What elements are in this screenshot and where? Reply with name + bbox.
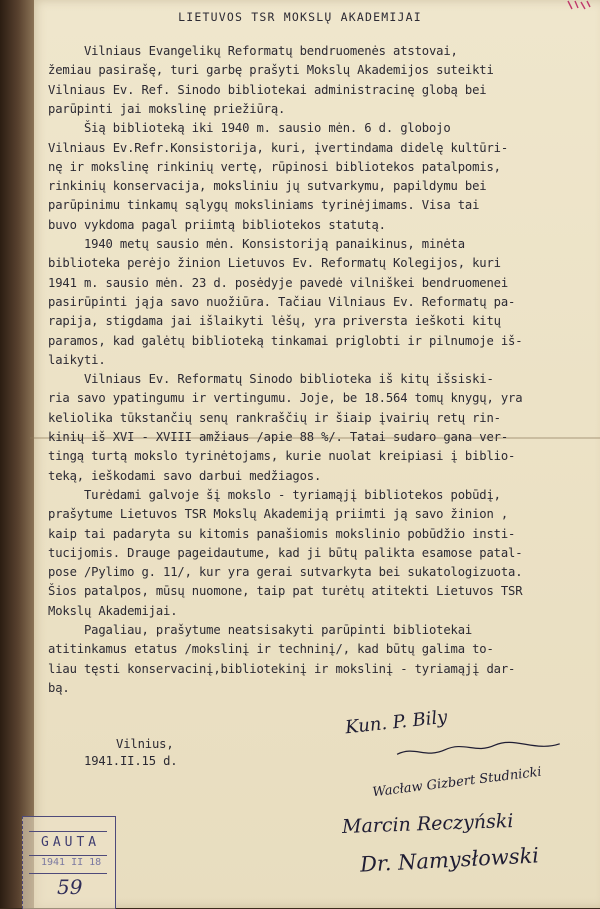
body-line: kaip tai padaryta su kitomis panašiomis moksliniо pobūdžio insti-: [48, 526, 516, 541]
body-line: tucijomis. Drauge pageidautume, kad ji būtų palikta esamose patal-: [48, 545, 523, 560]
body-line: 1941 m. sausio mėn. 23 d. posėdyje pavedė vilniškei bendruomenei: [48, 275, 508, 290]
body-line: Mokslų Akademijai.: [48, 603, 178, 618]
body-line: Vilniaus Ev. Reformatų Sinodo biblioteka iš kitų išsiski-: [48, 372, 494, 387]
body-line: rapija, stigdama jai išlaikyti lėšų, yra priversta ieškoti kitų: [48, 314, 501, 329]
body-line: atitinkamus etatus /mokslinį ir techninį/, kad būtų galima to-: [48, 642, 494, 657]
body-line: buvo vykdoma pagal priimtą bibliotekos statutą.: [48, 217, 386, 232]
binding-edge: [0, 0, 34, 908]
place-line: Vilnius,: [116, 737, 174, 751]
body-line: keliolika tūkstančių senų rankraščių ir šiaip įvairių retų rin-: [48, 410, 501, 425]
body-line: prašytume Lietuvos TSR Mokslų Akademiją priimti ją savo žinion ,: [48, 507, 508, 522]
stamp-rule: [29, 873, 107, 874]
signature-2: Wacław Gizbert Studnicki: [371, 764, 543, 801]
body-line: rinkinių konservacija, moksliniu jų sutvarkymu, papildymu bei: [48, 179, 487, 194]
body-line: liau tęsti konservacinį,bibliotekinį ir mokslinį - tyriamąjį dar-: [48, 661, 516, 676]
body-line: 1940 metų sausio mėn. Konsistoriją panaikinus, minėta: [48, 237, 465, 251]
body-line: Turėdami galvoje šį mokslo - tyriamąjį bibliotekos pobūdį,: [48, 487, 501, 502]
body-line: pasirūpinti jąja savo nuožiūra. Tačiau Vilniaus Ev. Reformatų pa-: [48, 294, 516, 309]
body-line: Vilniaus Evangelikų Reformatų bendruomenės atstovai,: [48, 44, 458, 58]
signature-3: Marcin Reczyński: [341, 810, 514, 838]
stamp-date: 1941 II 18: [41, 857, 102, 868]
body-line: Šios patalpos, mūsų nuomone, taip pat turėtų atitekti Lietuvos TSR: [48, 584, 523, 599]
body-line: kinių iš XVI - XVIII amžiaus /apie 88 %/. Tatai sudaro gana ver-: [48, 430, 508, 444]
body-line: ria savo ypatingumu ir vertingumu. Joje, be 18.564 tomų knygų, yra: [48, 391, 523, 406]
body-line: pose /Pylimo g. 11/, kur yra gerai sutvarkyta bei sukatologizuota.: [48, 565, 523, 580]
body-line: parūpinti jai mokslinę priežiūrą.: [48, 101, 286, 116]
body-line: Vilniaus Ev.Refr.Konsistorija, kuri, įvertindama didelę kultūri-: [48, 140, 508, 155]
body-line: Pagaliau, prašytume neatsisakyti parūpinti bibliotekai: [48, 623, 473, 637]
body-line: žemiau pasirašę, turi garbę prašyti Mokslų Akademijos suteikti: [48, 63, 494, 78]
body-line: nę ir mokslinę rinkinių vertę, rūpinosi bibliotekos patalpomis,: [48, 159, 501, 174]
body-line: laikyti.: [48, 352, 106, 367]
stamp-rule: [29, 831, 107, 832]
body-line: Vilniaus Ev. Ref. Sinodo bibliotekai administracinę globą bei: [48, 82, 487, 97]
body-line: bą.: [48, 680, 70, 695]
body-line: teką, ieškodami savo darbui medžiagos.: [48, 468, 322, 483]
stamp-rule: [29, 855, 107, 856]
body-line: paramos, kad galėtų biblioteką tinkamai priglobti ir pilnumoje iš-: [48, 333, 523, 348]
signature-1: Kun. P. Bily: [344, 706, 449, 739]
date-line: 1941.II.15 d.: [84, 754, 178, 768]
body-line: Šią biblioteką iki 1940 m. sausio mėn. 6 d. globojo: [48, 121, 451, 136]
document-heading: LIETUVOS TSR MOKSLŲ AKADEMIJAI: [178, 10, 422, 24]
body-line: parūpinimu tinkamų sąlygų moksliniams tyrinėjimams. Visa tai: [48, 198, 480, 213]
stamp-number: 59: [57, 875, 83, 899]
body-line: tingą turtą mokslo tyrinėtojams, kurie nuolat kreipiasi į biblio-: [48, 449, 516, 464]
signature-4: Dr. Namysłowski: [359, 843, 540, 877]
received-stamp: [22, 816, 116, 909]
margin-mark-icon: [566, 0, 592, 10]
stamp-title: GAUTA: [41, 835, 101, 850]
body-line: biblioteka perėjo žinion Lietuvos Ev. Reformatų Kolegijos, kuri: [48, 256, 501, 271]
